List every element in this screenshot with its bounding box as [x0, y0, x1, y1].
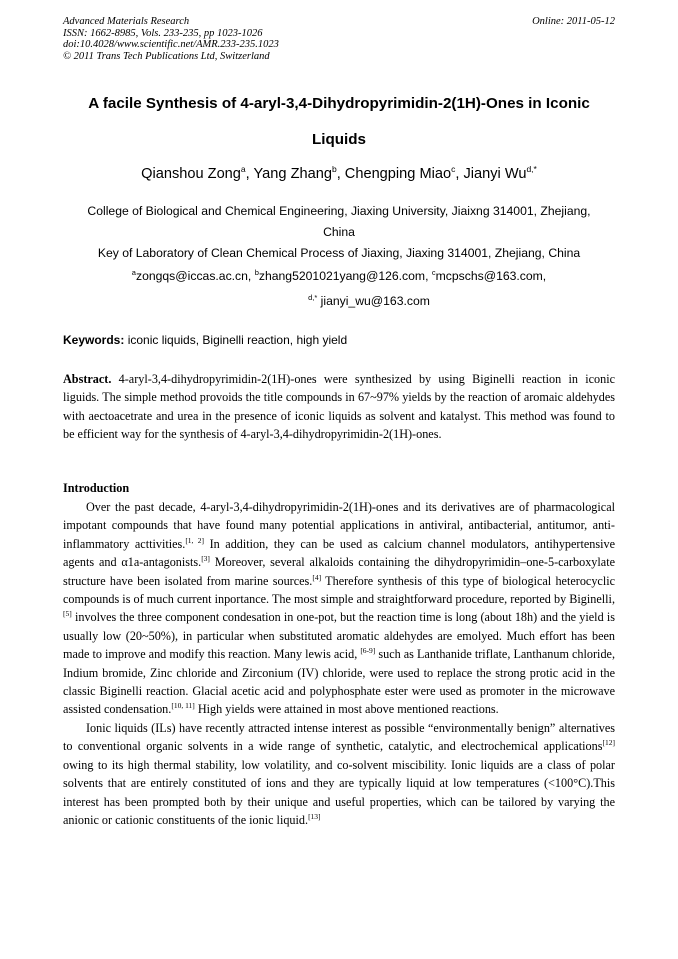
- paragraph-2: Ionic liquids (ILs) have recently attracted intense interest as possible “environmentally benign” alternatives to conventional organic solvents in a wide range of synthetic, catalytic, and electrochemical applications[12] owing to its high thermal stability, low volatility, and co-solvent miscibility. Ionic liquids are a class of polar solvents that are entirely constituted of ions and they are typically liquid at low temperatures (<100°C).This interest has been prompted both by their unique and useful properties, which can be tailored by varying the anionic or cationic constituents of the ionic liquid.[13]: [63, 720, 615, 827]
- title-line-1: A facile Synthesis of 4-aryl-3,4-Dihydropyrimidin-2(1H)-Ones in Iconic: [88, 95, 590, 112]
- paragraph-1: Over the past decade, 4-aryl-3,4-dihydropyrimidin-2(1H)-ones and its derivatives are of pharmacological impotant compounds that have found many potential applications in antiviral, antibacterial, antitumor, anti-inflammatory acttivities.[1, 2] In addition, they can be used as calcium channel modulators, antihypertensive agents and α1a-antagonists.[3] Moreover, several alkaloids containing the dihydropyrimidin–one-5-carboxylate structure have been isolated from marine sources.[4] Therefore synthesis of this type of biological heterocyclic compounds is of much current inportance. The most simple and straightforward procedure, reported by Biginelli, [5] involves the three component condesation in one-pot, but the reaction time is long (about 18h) and the yield is usually low (20~50%), in particular when substituted aromatic aldehydes are emolyed. Much effort has been made to improve and modify this reaction. Many lewis acid, [6-9] such as Lanthanide triflate, Lanthanum chloride, Indium bromide, Zinc chloride and Zirconium (IV) chloride, were used to replace the strong protic acid in the classic Biginelli reaction. Glacial acetic acid and polyphosphate ester were used as promoter in the microwave assisted condensation.[10, 11] High yields were attained in most above mentioned reactions.: [63, 500, 616, 717]
- abstract: [63, 370, 615, 444]
- abstract-text: 4-aryl-3,4-dihydropyrimidin-2(1H)-ones were synthesized by using Biginelli reaction in iconic liguids. The simple method provoids the title compounds in 67~97% yields by the reaction of aromaic aldehydes with aectoacetrate and urea in the presence of iconic liquids as solvent and katalyst. This method was found to be efficient way for the synthesis of 4-aryl-3,4-dihydropyrimidin-2(1H)-ones.: [63, 372, 615, 442]
- author: Qianshou Zong$^a$,: [141, 164, 254, 182]
- copyright-line: © 2011 Trans Tech Publications Ltd, Switzerland: [63, 50, 270, 62]
- keywords-text: iconic liquids, Biginelli reaction, high yield: [124, 333, 348, 347]
- citation: [4]: [312, 572, 322, 582]
- keywords: [63, 331, 615, 349]
- email-link[interactable]: zongqs@iccas.ac.cn,: [135, 269, 255, 283]
- citation: [5]: [63, 609, 72, 619]
- citation: [1, 2]: [185, 535, 205, 545]
- author-emails: $^a$zongqs@iccas.ac.cn, $^b$zhang5201021yang@126.com, $^c$mcpschs@163.com,: [131, 268, 547, 283]
- author-list: [63, 164, 615, 184]
- affiliation-2: Key of Laboratory of Clean Chemical Process of Jiaxing, Jiaxing 314001, Zhejiang, China: [97, 246, 581, 260]
- citation: [12]: [602, 738, 615, 748]
- affiliation-1: College of Biological and Chemical Engineering, Jiaxing University, Jiaixng 314001, Zhejiang, China: [87, 204, 591, 239]
- issn-line: ISSN: 1662-8985, Vols. 233-235, pp 1023-1026: [63, 27, 263, 39]
- doi-line: doi:10.4028/www.scientific.net/AMR.233-235.1023: [63, 39, 279, 51]
- citation: [6-9]: [360, 646, 376, 656]
- author: Jianyi $Wu^{d,*}$: [463, 164, 537, 182]
- citation: [3]: [201, 554, 210, 564]
- author: Chengping Miao$^c$,: [344, 164, 464, 182]
- author-email-2: $^{d,*}$ jianyi_wu@163.com: [308, 293, 430, 308]
- citation: [10, 11]: [171, 701, 195, 711]
- keywords-label: Keywords:: [63, 333, 125, 347]
- online-date: Online: 2011-05-12: [532, 16, 615, 27]
- email-link[interactable]: zhang5201021yang@126.com,: [258, 269, 432, 283]
- email-link[interactable]: jianyi_wu@163.com: [317, 294, 430, 308]
- introduction-section: [63, 480, 615, 829]
- section-heading: Introduction: [63, 481, 130, 495]
- journal-header: [63, 16, 615, 62]
- abstract-label: Abstract.: [63, 372, 112, 386]
- author: Yang Zhang$^b$,: [253, 164, 345, 182]
- paper-title: [63, 86, 615, 158]
- title-line-2: Liquids: [312, 131, 366, 148]
- email-link[interactable]: mcpschs@163.com,: [435, 269, 547, 283]
- citation: [13]: [308, 811, 321, 821]
- journal-name: Advanced Materials Research: [63, 16, 190, 27]
